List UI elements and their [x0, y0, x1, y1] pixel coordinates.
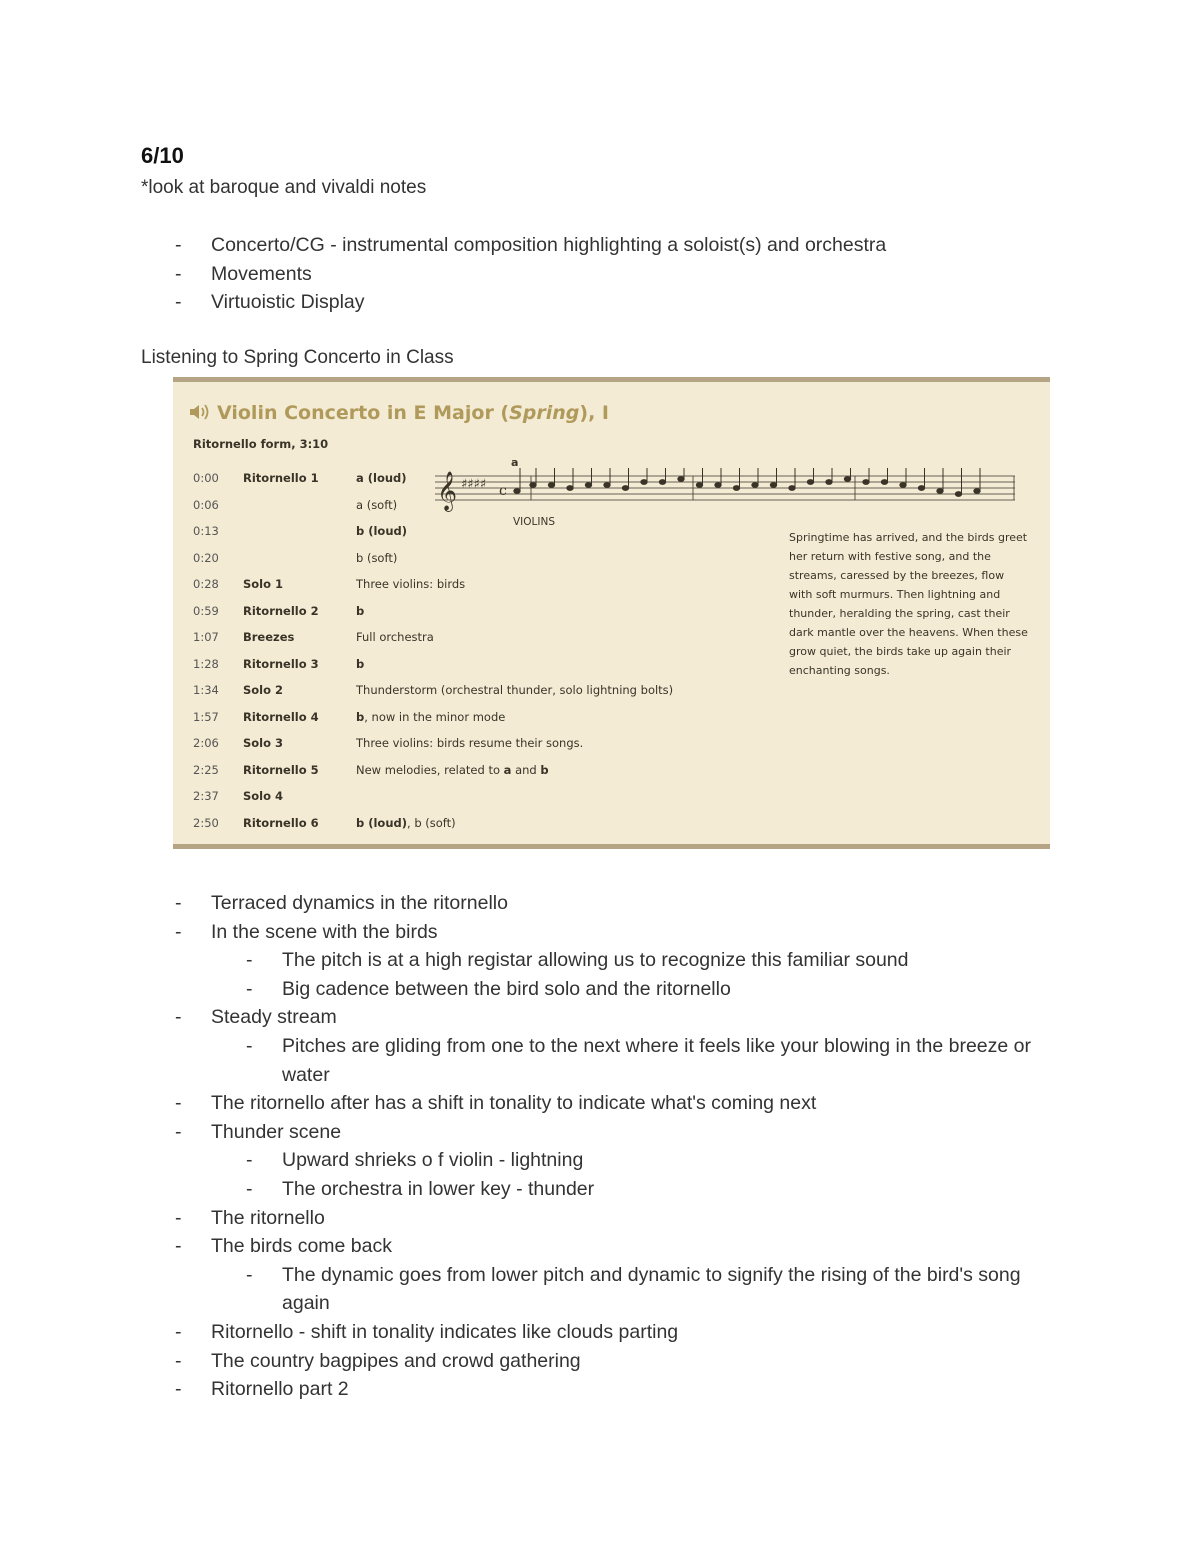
- list-item-text: Big cadence between the bird solo and the ritornello: [282, 977, 731, 1000]
- spring-poem: Springtime has arrived, and the birds greet her return with festive song, and the streams, caressed by the breezes, flow with soft murmurs. Then lightning and thunder, heralding the spring, cast their dark mantle over the heavens. When these grow quiet, the birds take up again their enchanting songs.: [789, 531, 1028, 677]
- note-head: [715, 483, 721, 488]
- bullet-dash-icon: -: [246, 1177, 253, 1200]
- table-row: [173, 604, 793, 630]
- bullet-dash-icon: -: [175, 1006, 182, 1029]
- note-head: [789, 486, 795, 491]
- bullet-dash-icon: -: [175, 291, 182, 314]
- row-section: Ritornello 5: [243, 762, 319, 777]
- row-section: Ritornello 4: [243, 709, 319, 724]
- bullet-dash-icon: -: [175, 1206, 182, 1229]
- bullet-dash-icon: -: [175, 1120, 182, 1143]
- row-desc-bold: b: [356, 709, 365, 724]
- figure-subtitle: Ritornello form, 3:10: [193, 437, 329, 451]
- row-desc-bold: b (loud): [356, 815, 408, 830]
- row-section: Breezes: [243, 630, 295, 644]
- row-section: Solo 1: [243, 577, 284, 591]
- violin-theme-score: [435, 460, 1015, 520]
- list-item: [0, 1204, 1200, 1233]
- note-head: [530, 483, 536, 488]
- concerto-bullet-list: [0, 231, 1200, 317]
- row-section: Ritornello 2: [243, 603, 319, 618]
- list-item-text: The birds come back: [211, 1235, 392, 1258]
- list-item-text: Pitches are gliding from one to the next where it feels like your blowing in the breeze or water: [282, 1034, 1031, 1086]
- speaker-icon: [189, 403, 211, 426]
- note-head: [696, 483, 702, 488]
- list-item-text: Movements: [211, 262, 312, 285]
- row-time: 0:00: [193, 471, 219, 485]
- row-time: 2:06: [193, 736, 219, 750]
- list-item: [0, 889, 1200, 918]
- note-head: [678, 477, 684, 482]
- note-head: [659, 480, 665, 485]
- note-head: [918, 486, 924, 491]
- list-item-text: The ritornello: [211, 1206, 325, 1229]
- list-item-text: In the scene with the birds: [211, 920, 438, 943]
- row-description: [356, 577, 465, 591]
- row-desc-text: a (soft): [356, 497, 398, 512]
- figure-title-post: ), I: [579, 402, 609, 424]
- note-head: [770, 483, 776, 488]
- row-description: [356, 736, 583, 750]
- row-section: Ritornello 3: [243, 656, 319, 671]
- row-description: [356, 710, 505, 724]
- row-time: 0:28: [193, 577, 219, 591]
- row-description: [356, 551, 397, 565]
- row-section: Solo 4: [243, 789, 284, 803]
- row-section: Ritornello 1: [243, 471, 319, 485]
- list-item: [0, 1375, 1200, 1404]
- list-item: [0, 1032, 1200, 1089]
- row-time: 2:25: [193, 762, 219, 777]
- note-head: [733, 486, 739, 491]
- table-row: [173, 683, 793, 709]
- key-signature-icon: ♯♯♯♯: [461, 477, 487, 492]
- list-item-text: Concerto/CG - instrumental composition highlighting a soloist(s) and orchestra: [211, 234, 887, 256]
- row-desc-text: Three violins: birds: [356, 577, 466, 591]
- bullet-dash-icon: -: [175, 1235, 182, 1258]
- list-item: [0, 260, 1200, 289]
- row-time: 2:37: [193, 789, 219, 803]
- table-row: [173, 657, 793, 683]
- list-item: [0, 1003, 1200, 1032]
- row-desc-text: b (soft): [356, 550, 398, 565]
- row-time: 0:59: [193, 603, 219, 618]
- list-item-text: The country bagpipes and crowd gathering: [211, 1349, 581, 1372]
- row-time: 0:13: [193, 524, 219, 538]
- note-date: 6/10: [141, 143, 184, 168]
- bullet-dash-icon: -: [175, 892, 182, 914]
- figure-title: [189, 402, 609, 426]
- note-head: [604, 483, 610, 488]
- list-item: [0, 288, 1200, 317]
- note-head: [641, 480, 647, 485]
- row-description: [356, 604, 364, 618]
- note-head: [844, 477, 850, 482]
- row-desc-text: Thunderstorm (orchestral thunder, solo lightning bolts): [356, 683, 674, 697]
- note-head: [585, 483, 591, 488]
- reminder-note: *look at baroque and vivaldi notes: [141, 177, 427, 198]
- row-description: [356, 657, 364, 671]
- bullet-dash-icon: -: [175, 1349, 182, 1372]
- row-desc-and: and: [511, 762, 541, 777]
- row-desc-text: New melodies, related to: [356, 762, 504, 777]
- row-time: 1:28: [193, 656, 219, 671]
- list-item-text: The orchestra in lower key - thunder: [282, 1177, 595, 1200]
- list-item-text: The pitch is at a high registar allowing us to recognize this familiar sound: [282, 949, 909, 972]
- row-time: 0:06: [193, 497, 219, 512]
- table-row: [173, 789, 793, 815]
- list-item-text: The ritornello after has a shift in tonality to indicate what's coming next: [211, 1092, 817, 1115]
- bullet-dash-icon: -: [246, 977, 253, 1000]
- list-item-text: Thunder scene: [211, 1120, 342, 1143]
- row-desc-text: Full orchestra: [356, 630, 434, 644]
- figure-title-pre: Violin Concerto in E Major (: [217, 402, 510, 424]
- bullet-dash-icon: -: [175, 234, 182, 256]
- list-item: [0, 1232, 1200, 1261]
- list-item: [0, 1347, 1200, 1376]
- row-desc-bold: b: [356, 603, 365, 618]
- list-item: [0, 1146, 1200, 1175]
- note-head: [937, 489, 943, 494]
- note-head: [826, 480, 832, 485]
- row-desc-bold: b: [356, 656, 365, 671]
- note-head: [881, 480, 887, 485]
- table-row: [173, 524, 793, 550]
- row-time: 2:50: [193, 815, 219, 830]
- list-item: [0, 1089, 1200, 1118]
- instrument-label: VIOLINS: [513, 516, 556, 528]
- bullet-dash-icon: -: [175, 1378, 182, 1401]
- table-row: [173, 551, 793, 577]
- note-head: [567, 486, 573, 491]
- note-head: [752, 483, 758, 488]
- row-description: [356, 816, 456, 830]
- list-item: [0, 231, 1200, 260]
- note-head: [900, 483, 906, 488]
- bullet-dash-icon: -: [175, 1092, 182, 1115]
- row-desc-bold-b: b: [540, 762, 549, 777]
- table-row: [173, 630, 793, 656]
- note-head: [514, 489, 520, 494]
- note-head: [974, 489, 980, 494]
- bullet-dash-icon: -: [246, 1263, 253, 1286]
- list-item-text: Ritornello - shift in tonality indicates like clouds parting: [211, 1320, 679, 1343]
- row-desc-text: , b (soft): [407, 815, 456, 830]
- table-row: [173, 736, 793, 762]
- table-row: [173, 816, 793, 842]
- note-head: [622, 486, 628, 491]
- row-description: [356, 524, 407, 538]
- row-desc-bold-a: a: [503, 762, 512, 777]
- common-time-icon: c: [499, 483, 507, 499]
- list-item-text: The dynamic goes from lower pitch and dynamic to signify the rising of the bird's song again: [282, 1263, 1021, 1315]
- list-item: [0, 975, 1200, 1004]
- table-row: [173, 577, 793, 603]
- list-item: [0, 946, 1200, 975]
- note-head: [807, 480, 813, 485]
- row-description: [356, 763, 549, 777]
- note-head: [548, 483, 554, 488]
- treble-clef-icon: 𝄞: [437, 471, 458, 511]
- row-description: [356, 683, 673, 697]
- theme-label: a: [511, 460, 519, 469]
- list-item: [0, 1175, 1200, 1204]
- row-desc-bold: a (loud): [356, 471, 407, 485]
- listening-guide-figure: [173, 377, 1050, 849]
- table-row: [173, 710, 793, 736]
- row-time: 1:34: [193, 683, 219, 697]
- observations-bullet-list: [0, 889, 1200, 1404]
- row-section: Solo 3: [243, 736, 284, 750]
- table-row: [173, 763, 793, 789]
- list-item-text: Steady stream: [211, 1006, 337, 1029]
- list-item-text: Virtuoistic Display: [211, 291, 365, 314]
- row-section: Ritornello 6: [243, 815, 319, 830]
- row-time: 1:57: [193, 709, 219, 724]
- row-description: [356, 630, 434, 644]
- note-head: [955, 492, 961, 497]
- row-description: [356, 498, 397, 512]
- row-description: [356, 471, 407, 485]
- bullet-dash-icon: -: [246, 949, 253, 972]
- row-desc-bold: b (loud): [356, 524, 408, 538]
- list-item: [0, 1118, 1200, 1147]
- figure-title-spring: Spring: [509, 402, 580, 424]
- note-head: [863, 480, 869, 485]
- row-time: 0:20: [193, 550, 219, 565]
- row-desc-text: Three violins: birds resume their songs.: [356, 736, 584, 750]
- row-section: Solo 2: [243, 683, 284, 697]
- bullet-dash-icon: -: [246, 1034, 253, 1057]
- list-item-text: Terraced dynamics in the ritornello: [211, 892, 508, 914]
- bullet-dash-icon: -: [175, 1320, 182, 1343]
- row-time: 1:07: [193, 630, 219, 644]
- list-item-text: Upward shrieks o f violin - lightning: [282, 1149, 584, 1172]
- list-item: [0, 918, 1200, 947]
- bullet-dash-icon: -: [246, 1149, 253, 1172]
- row-desc-text: , now in the minor mode: [364, 709, 506, 724]
- bullet-dash-icon: -: [175, 262, 182, 285]
- list-item-text: Ritornello part 2: [211, 1378, 349, 1401]
- list-item: [0, 1318, 1200, 1347]
- listening-heading: Listening to Spring Concerto in Class: [141, 347, 454, 368]
- list-item: [0, 1261, 1200, 1318]
- bullet-dash-icon: -: [175, 920, 182, 943]
